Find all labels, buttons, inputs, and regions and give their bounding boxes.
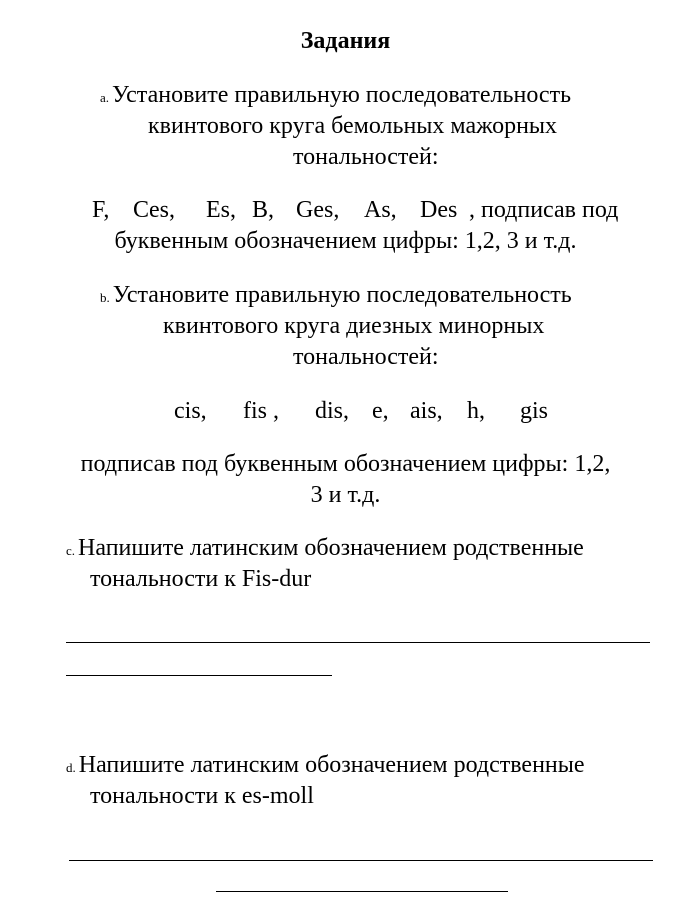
task-a-line-1 — [100, 80, 571, 113]
task-a-text-1: Установите правильную последовательность — [112, 82, 572, 108]
task-b-line-2: квинтового круга диезных минорных — [163, 313, 545, 339]
task-a-line-2: квинтового круга бемольных мажорных — [148, 113, 558, 139]
key-b-7: gis — [520, 398, 549, 424]
key-a-6: As, — [364, 197, 397, 223]
task-d-text-1: Напишите латинским обозначением родственные — [78, 752, 585, 778]
key-b-5: ais, — [410, 398, 443, 424]
answer-line-d-1[interactable] — [69, 860, 653, 861]
answer-line-d-2[interactable] — [216, 891, 508, 892]
task-a-line-3: тональностей: — [293, 144, 439, 170]
task-b-line-3: тональностей: — [293, 344, 439, 370]
task-d-line-1 — [66, 750, 585, 783]
task-b-line-6: 3 и т.д. — [310, 482, 381, 508]
key-a-4: B, — [252, 197, 275, 223]
key-b-4: e, — [372, 398, 389, 424]
key-a-7: Des — [420, 197, 458, 223]
task-a-tail: , подписав под — [469, 197, 619, 223]
task-c-text-1: Напишите латинским обозначением родственные — [78, 535, 584, 561]
task-d-line-2: тональности к es-moll — [90, 783, 314, 809]
key-a-2: Ces, — [133, 197, 175, 223]
task-d-marker: d. — [66, 760, 76, 775]
task-b-line-1 — [100, 280, 572, 313]
page-title: Задания — [300, 28, 391, 54]
answer-line-c-2[interactable] — [66, 675, 332, 676]
task-c-marker: c. — [66, 543, 76, 558]
key-b-2: fis , — [243, 398, 279, 424]
key-b-1: cis, — [174, 398, 207, 424]
key-b-3: dis, — [315, 398, 350, 424]
task-b-text-1: Установите правильную последовательность — [112, 282, 572, 308]
task-b-marker: b. — [100, 290, 110, 305]
task-b-line-5: подписав под буквенным обозначением цифры: 1,2, — [80, 451, 611, 477]
task-a-marker: a. — [100, 90, 110, 105]
task-c-line-1 — [66, 533, 584, 566]
key-a-1: F, — [92, 197, 110, 223]
key-a-5: Ges, — [296, 197, 340, 223]
key-a-3: Es, — [206, 197, 236, 223]
answer-line-c-1[interactable] — [66, 642, 650, 643]
task-c-line-2: тональности к Fis-dur — [90, 566, 312, 592]
key-b-6: h, — [467, 398, 485, 424]
task-a-line-5: буквенным обозначением цифры: 1,2, 3 и т.д. — [114, 228, 577, 254]
